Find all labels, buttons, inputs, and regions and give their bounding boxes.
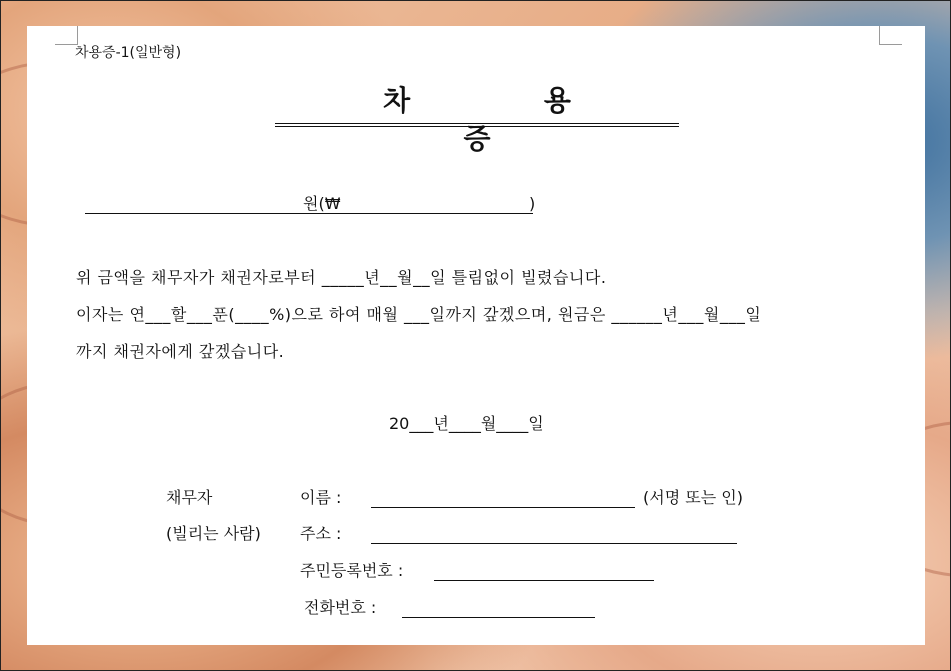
- phone-field-label: 전화번호 :: [304, 598, 377, 617]
- signing-date: 20___년____월____일: [389, 414, 544, 433]
- paragraph-line-1: 위 금액을 채무자가 채권자로부터 _____년__월__일 틀림없이 빌렸습니다.: [76, 268, 607, 287]
- id-number-field-line: [434, 580, 654, 581]
- paragraph-line-3: 까지 채권자에게 갚겠습니다.: [76, 342, 285, 361]
- debtor-sub-label: (빌리는 사람): [166, 524, 261, 543]
- name-field-label: 이름 :: [300, 488, 342, 507]
- phone-field-line: [402, 617, 595, 618]
- amount-won-label: 원(₩: [303, 194, 341, 213]
- address-field-label: 주소 :: [300, 524, 342, 543]
- title-double-underline: [275, 123, 679, 127]
- paragraph-line-2: 이자는 연___할___푼(____%)으로 하여 매월 ___일까지 갚겠으며, 원금은 ______년___월___일: [76, 305, 762, 324]
- debtor-label: 채무자: [166, 488, 213, 507]
- amount-close-paren: ): [529, 194, 536, 213]
- document-title: 차 용 증: [383, 84, 633, 155]
- document-type-label: 차용증-1(일반형): [75, 45, 182, 61]
- document-page: [27, 26, 925, 645]
- id-number-field-label: 주민등록번호 :: [300, 561, 404, 580]
- crop-mark-top-right: [879, 26, 902, 45]
- signature-note: (서명 또는 인): [643, 488, 743, 507]
- name-field-line: [371, 507, 635, 508]
- address-field-line: [371, 543, 737, 544]
- title-block: [275, 82, 679, 158]
